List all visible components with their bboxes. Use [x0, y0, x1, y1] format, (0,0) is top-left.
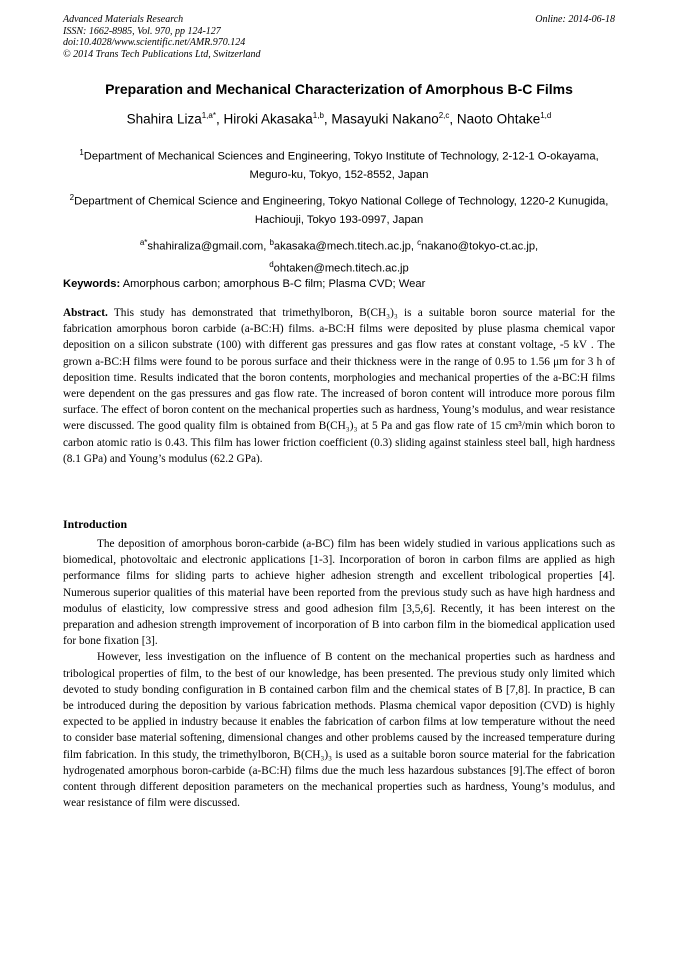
copyright-line: © 2014 Trans Tech Publications Ltd, Switzerland [63, 48, 261, 60]
author-separator: , [215, 111, 224, 127]
email-mark: c [417, 238, 422, 247]
introduction-heading: Introduction [63, 517, 128, 531]
doi-line: doi:10.4028/www.scientific.net/AMR.970.124 [63, 37, 246, 48]
keywords-label: Keywords: [63, 278, 121, 290]
abstract-text: This study has demonstrated that trimethylboron, B(CH₃)₃ is a suitable boron source material for the fabrication amorphous boron carbide (a-BC:H) films. a-BC:H films were deposited by pluse plasma chemical vapor deposition on a silicon substrate (100) with different gas pressures and gas flow rates at constant voltage, -5 kV . The grown a-BC:H films were found to be porous surface and their thickness were in the range of 0.95 to 1.56 μm for 3 h of deposition time. Results indicated that the boron contents, morphologies and mechanical properties of the a-BC:H films were dependent on the gas pressures and gas flow rate. The increased of boron content will introduce more porous film surface. The effect of boron content on the mechanical properties such as hardness, Young’s modulus, and wear resistance were discussed. The good quality film is obtained from B(CH₃)₃ at 5 Pa and gas flow rate of 15 cm³/min which boron to carbon atomic ratio is 0.43. This film has lower friction coefficient (0.3) sliding against stainless steel ball, high hardness (8.1 GPa) and Young’s modulus (62.2 GPa). [63, 307, 615, 465]
author-affiliation-mark: 1,b [312, 111, 324, 120]
author-name: Hiroki Akasaka [223, 111, 313, 127]
affiliation-text: Department of Chemical Science and Engineering, Tokyo National College of Technology, 1220-2 Kunugida, Hachiouji, Tokyo 193-0997, Japan [74, 195, 609, 226]
email-address: ohtaken@mech.titech.ac.jp [273, 262, 409, 275]
keywords-line [63, 278, 615, 290]
author-name: Naoto Ohtake [456, 111, 541, 127]
author-list [40, 111, 638, 127]
abstract-label: Abstract. [63, 307, 108, 319]
author-name: Shahira Liza [126, 111, 202, 127]
affiliation-1 [63, 144, 615, 184]
author-affiliation-mark: 1,d [540, 111, 552, 120]
email-mark: a* [139, 238, 148, 247]
keywords-text: Amorphous carbon; amorphous B-C film; Plasma CVD; Wear [122, 278, 426, 290]
author-emails [63, 234, 615, 277]
affiliation-mark: 2 [69, 193, 75, 202]
journal-name: Advanced Materials Research [63, 14, 184, 25]
author-separator: , [323, 111, 332, 127]
email-address: nakano@tokyo-ct.ac.jp, [421, 240, 539, 253]
online-date: Online: 2014-06-18 [535, 14, 615, 25]
author-separator: , [449, 111, 457, 127]
affiliation-text: Department of Mechanical Sciences and Engineering, Tokyo Institute of Technology, 2-12-1 O-okayama, Meguro-ku, Tokyo, 152-8552, Japan [83, 150, 599, 181]
author-affiliation-mark: 2,c [438, 111, 450, 120]
introduction-paragraph: The deposition of amorphous boron-carbide (a-BC) film has been widely studied in various applications such as biomedical, photovoltaic and electronic applications [1-3]. Incorporation of boron in carbon films are applied as high performance films for sliding parts to achieve higher adhesion strength and excellent tribological properties [4]. Numerous superior qualities of this material have been reported from the previous study such as have high hardness and modulus of elasticity, low compressive stress and good adhesion film [3,5,6]. Recently, it has been interest on the preparation and adhesion strength improvement of incorporation of B into carbon film in the biomedical application used for bone fixation [3]. [63, 538, 615, 648]
journal-header [63, 14, 615, 60]
email-mark: b [269, 238, 274, 247]
abstract-block [63, 305, 615, 467]
author-name: Masayuki Nakano [331, 111, 439, 127]
issn-line: ISSN: 1662-8985, Vol. 970, pp 124-127 [63, 25, 221, 37]
affiliation-2 [63, 189, 615, 229]
affiliation-mark: 1 [79, 148, 84, 157]
email-mark: d [269, 259, 274, 269]
email-address: shahiraliza@gmail.com, [147, 240, 270, 253]
email-address: akasaka@mech.titech.ac.jp, [273, 240, 418, 253]
introduction-paragraph: However, less investigation on the influence of B content on the mechanical properties such as hardness and tribological properties of film, to the best of our knowledge, has been presented. The previous study only limited which devoted to study bonding configuration in B contained carbon film and the chemical states of B [7,8]. In practice, B can be introduced during the deposition by various fabrication methods. Plasma chemical vapor deposition (CVD) is highly expected to be applied in industry because it enables the fabrication of carbon films at low temperature without the need to consider base material softening, dimensional changes and other problems caused by the increased temperature during film fabrication. In this study, the trimethylboron, B(CH₃)₃ is used as a suitable boron source material for the fabrication hydrogenated amorphous boron-carbide (a-BC:H) films due the much less hazardous substances [9].The effect of boron content through different deposition parameters on the mechanical properties such as hardness, Young’s modulus, and wear resistance of film were discussed. [63, 651, 615, 810]
introduction-body [63, 536, 615, 811]
paper-title: Preparation and Mechanical Characterization of Amorphous B-C Films [105, 81, 573, 97]
author-affiliation-mark: 1,a* [201, 111, 216, 120]
